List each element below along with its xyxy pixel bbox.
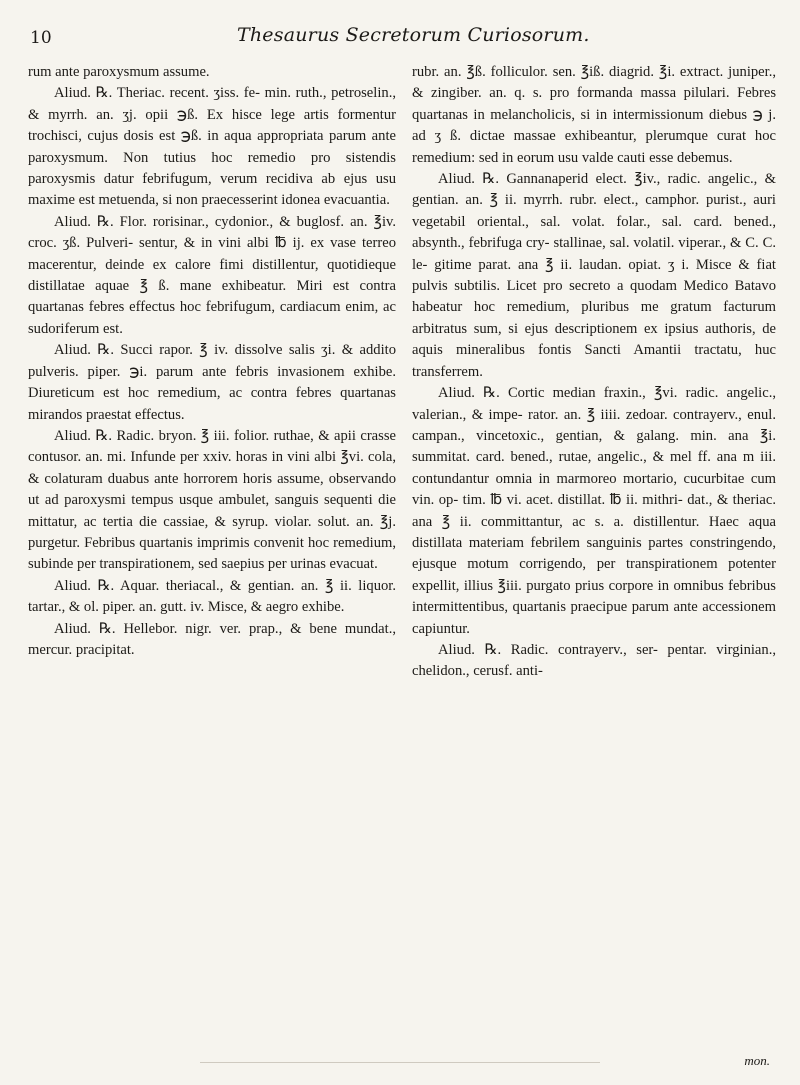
paragraph: Aliud. ℞. Hellebor. nigr. ver. prap., & bene mundat., mercur. pracipitat.	[28, 620, 396, 658]
page-number: 10	[30, 28, 52, 48]
bottom-rule	[200, 1062, 600, 1063]
catchword: mon.	[744, 1053, 770, 1068]
paragraph: Aliud. ℞. Radic. bryon. ℥ iii. folior. ruthae, & apii crasse contusor. an. mi. Infunde per xxiv. horas in vini albi ℥vi. cola, & colaturam duabus ante horrorem horis assume, observando ut ad paroxysmi tempus usque ambulet, sanguis sequenti die mittatur, ac tertia die cassiae, & syrup. violar. solut. an. ℥j. purgetur. Febribus quartanis imprimis convenit hoc remedium, subinde per transpirationem, sed saepius per urinas evacuat.	[28, 427, 396, 573]
paragraph: rum ante paroxysmum assume.	[28, 64, 210, 80]
right-column	[412, 62, 776, 683]
paragraph: Aliud. ℞. Aquar. theriacal., & gentian. an. ℥ ii. liquor. tartar., & ol. piper. an. gutt. iv. Misce, & aegro exhibe.	[28, 577, 396, 616]
paragraph: Aliud. ℞. Cortic median fraxin., ℥vi. radic. angelic., valerian., & impe- rator. an. ℥ iiii. zedoar. contrayerv., enul. campan., vincetoxic., gentian, & galang. min. ana ℥i. summitat. card. bened., rutae, angelic., & mel ff. ana m iii. contundantur omnia in marmoreo mortario, cucurbitae cum vin. op- tim. ℔ vi. acet. distillat. ℔ ii. mithri- dat., & theriac. ana ℥ ii. committantur, ac s. a. distillentur. Haec aqua distillata materiam febrilem sanguinis partes constringendo, ejusque motum corrigendo, per transpirationem potenter expellit, illius ℥iii. purgato prius corpore in omnibus febribus intermittentibus, quartanis praecipue parum ante accessionem capiuntur.	[412, 385, 776, 637]
paragraph: Aliud. ℞. Succi rapor. ℥ iv. dissolve salis ʒi. & addito pulveris. piper. ℈i. parum ante febris invasionem exhibe. Diureticum est hoc remedium, ac contra febres quartanas mirandos praestat effectus.	[28, 342, 396, 423]
paragraph: Aliud. ℞. Gannanaperid elect. ℥iv., radic. angelic., & gentian. an. ℥ ii. myrrh. rubr. elect., camphor. purist., auri vegetabil oriental., sal. volat. folar., sal. card. bened., absynth., febrifuga cry- stallinae, sal. volatil. viperar., & C. C. le- gitime parat. ana ℥ ii. laudan. opiat. ʒ i. Misce & fiat pulvis subtilis. Licet pro secreto a quodam Medico Batavo habeatur hoc remedium, pluribus me gratum facturum arbitratus sum, si ejus descriptionem ex ipsius authoris, de aquis mineralibus fontis Sancti Amantii tractatu, huc transferrem.	[412, 171, 776, 380]
paragraph: rubr. an. ℥ß. folliculor. sen. ℥iß. diagrid. ℥i. extract. juniper., & zingiber. an. q. s. pro formanda massa pilulari. Febres quartanas in melancholicis, si in intermissionum diebus ℈ j. ad ʒ ß. dictae massae exhibeantur, plerumque curat hoc remedium: sed in eorum usu valde cauti esse debemus.	[412, 64, 776, 166]
paragraph: Aliud. ℞. Theriac. recent. ʒiss. fe- min. ruth., petroselin., & myrrh. an. ʒj. opii ℈ß. Ex hisce lege artis formentur trochisci, cujus dosis est ℈ß. in aqua appropriata parum ante paroxysmum. Non tutius hoc remedio pro sistendis paroxysmis datur febrifugum, verum recidiva ab ejus usu maxime est metuenda, si non praecesserint idonea evacuantia.	[28, 85, 396, 209]
page-header	[22, 20, 780, 48]
running-title: Thesaurus Secretorum Curiosorum.	[237, 24, 590, 46]
left-column	[28, 62, 396, 661]
paragraph: Aliud. ℞. Flor. rorisinar., cydonior., & buglosf. an. ℥iv. croc. ʒß. Pulveri- sentur, & in vini albi ℔ ij. ex vase terreo macerentur, deinde ex calore fimi distillentur, quotidieque distillatae aquae ℥ ß. mane exhibeatur. Miri est contra quartanas febres effectus hoc febrifugum, cardiacum enim, ac sudoriferum est.	[28, 213, 396, 337]
paragraph: Aliud. ℞. Radic. contrayerv., ser- pentar. virginian., chelidon., cerusf. anti-	[412, 641, 776, 680]
